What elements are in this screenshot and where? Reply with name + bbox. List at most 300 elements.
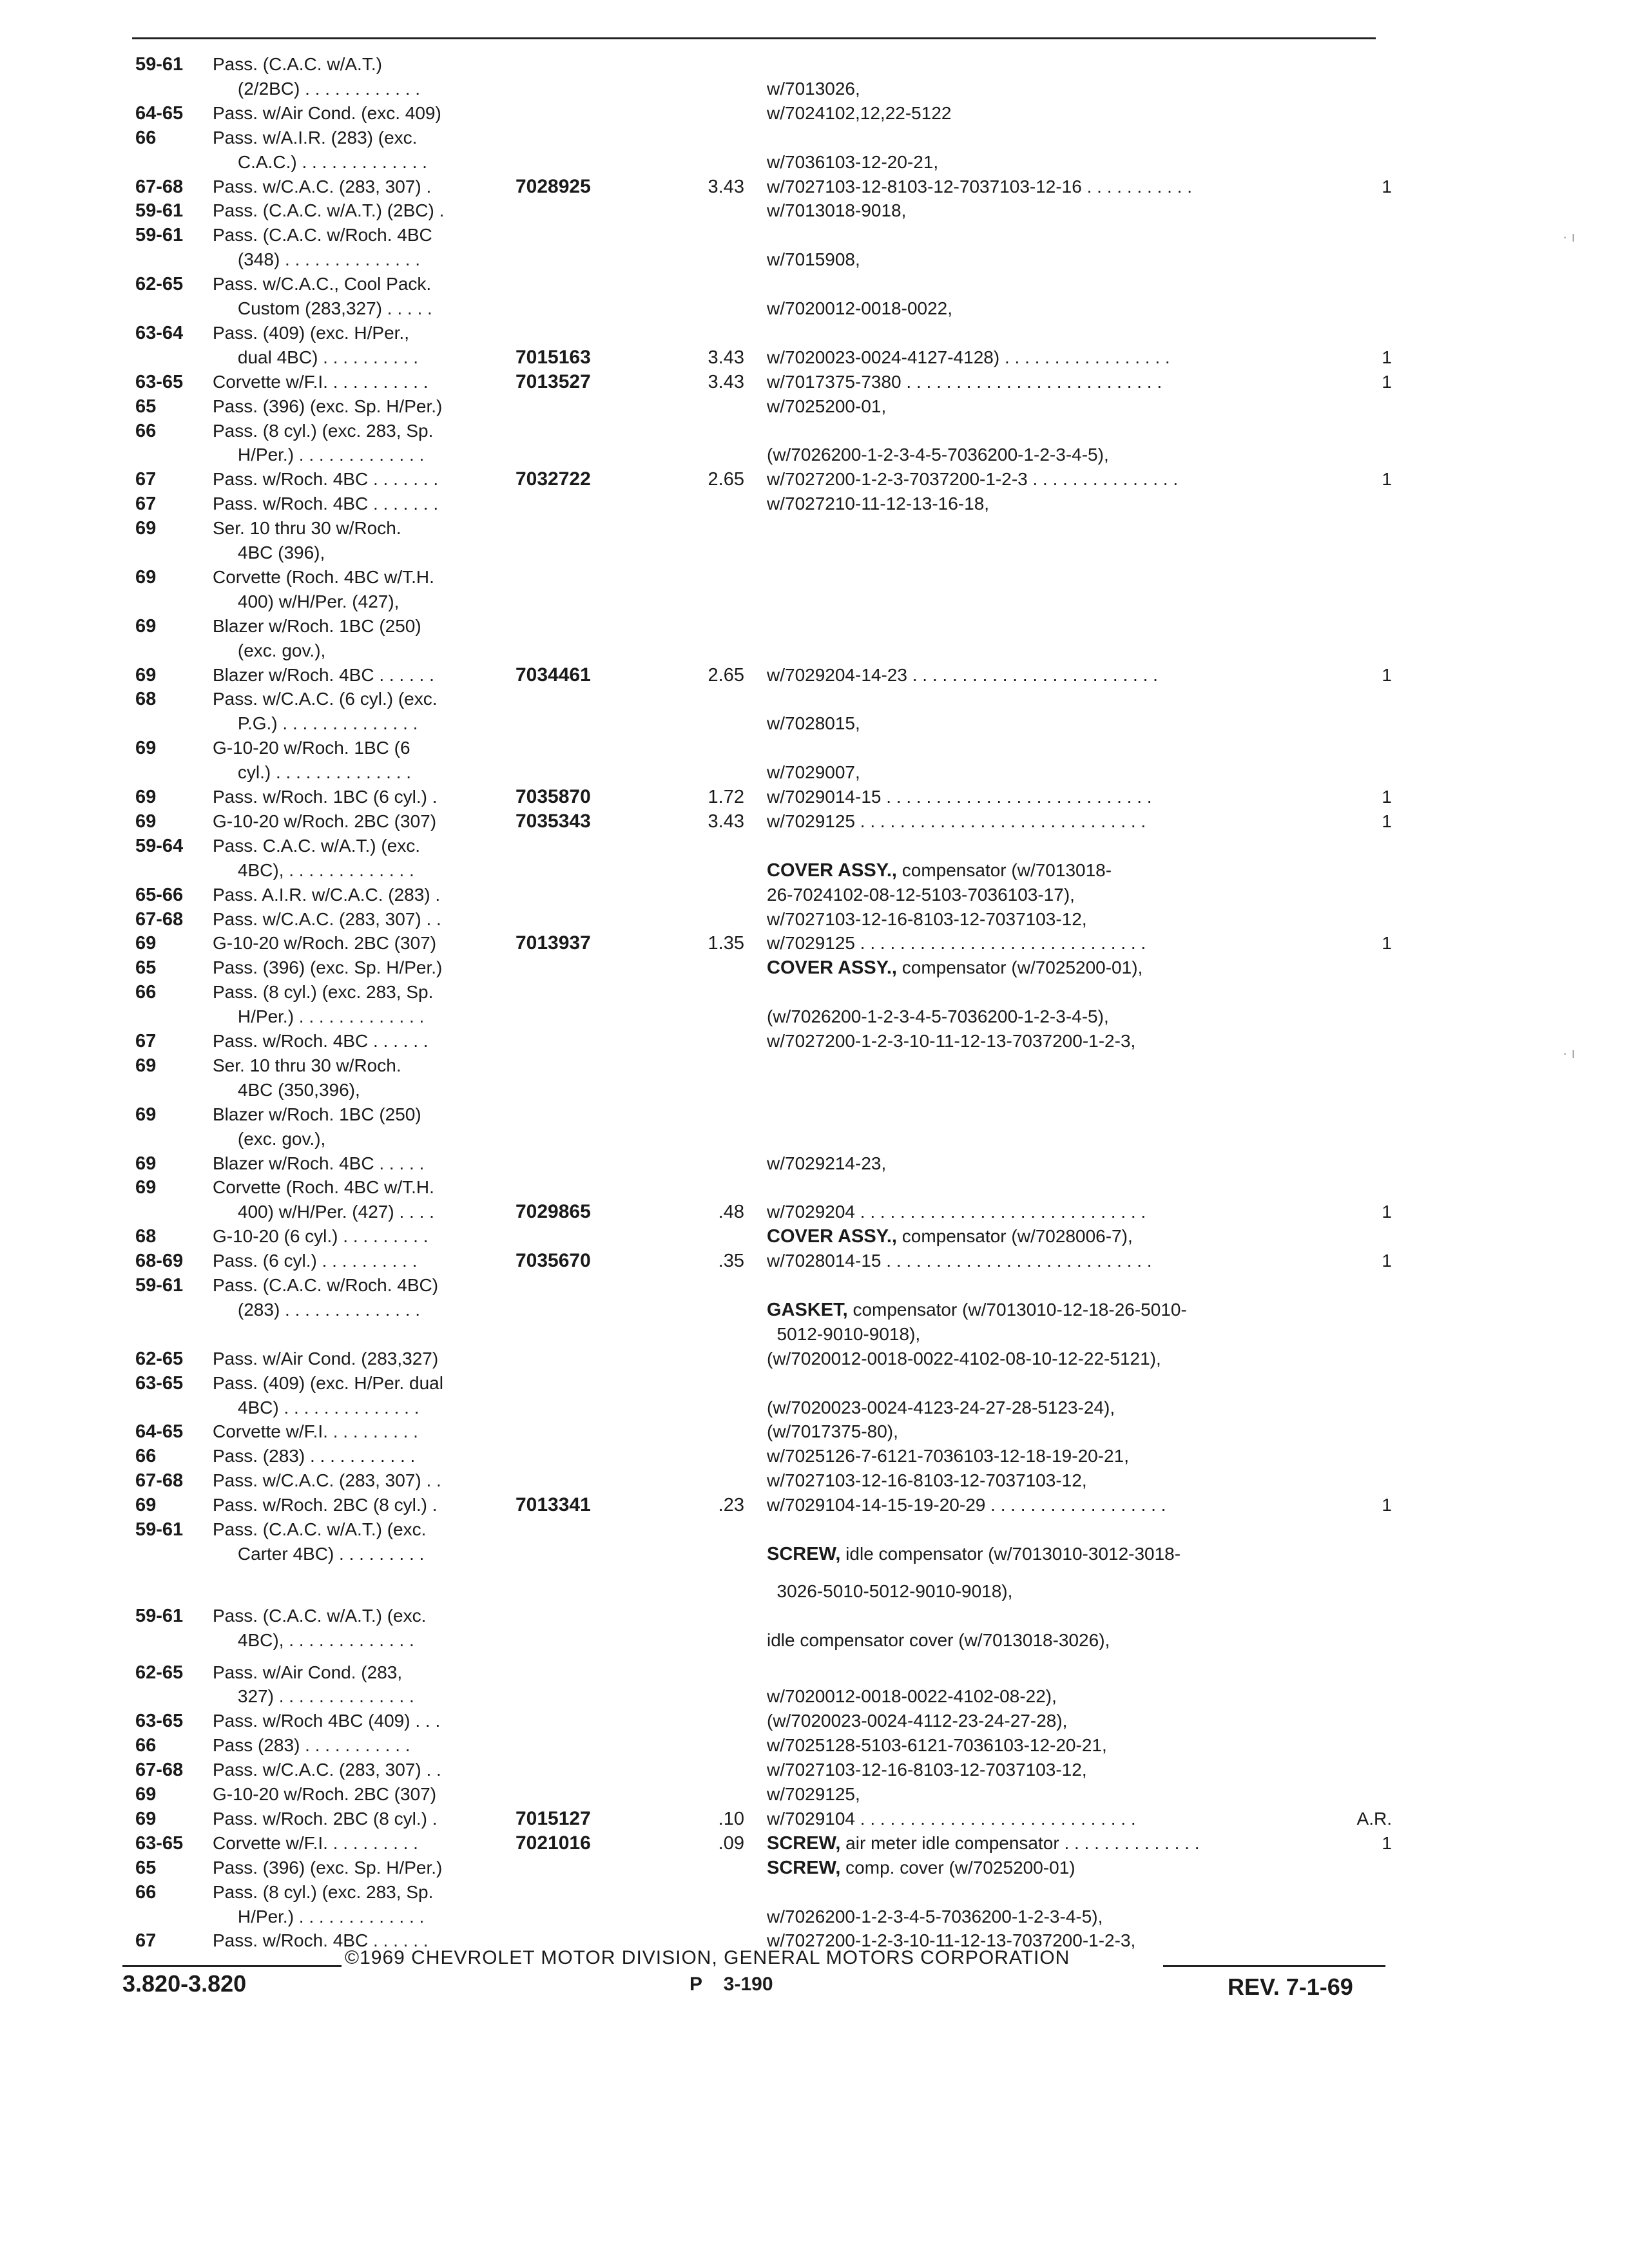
application: Custom (283,327) . . . . . [213, 298, 432, 318]
application: Pass. w/C.A.C. (283, 307) . [213, 176, 432, 197]
catalog-row [0, 346, 1629, 369]
application: Pass. (8 cyl.) (exc. 283, Sp. [213, 1881, 434, 1902]
application: Pass. (8 cyl.) (exc. 283, Sp. [213, 420, 434, 441]
description [767, 1225, 1133, 1248]
model-years: 67-68 [135, 1760, 184, 1781]
application: Pass. (283) . . . . . . . . . . . [213, 1446, 416, 1466]
quantity: 1 [1382, 347, 1392, 367]
description: w/7025126-7-6121-7036103-12-18-19-20-21, [767, 1446, 1129, 1466]
model-years: 63-65 [135, 1711, 184, 1732]
description: w/7029014-15 . . . . . . . . . . . . . . . . . . . . . . . . . . . [767, 787, 1152, 807]
model-years: 62-65 [135, 274, 184, 295]
catalog-row [0, 1905, 1629, 1928]
price: 3.43 [708, 371, 744, 392]
catalog-row [0, 566, 1629, 589]
model-years: 69 [135, 933, 157, 954]
application: G-10-20 (6 cyl.) . . . . . . . . . [213, 1226, 429, 1247]
description: w/7027210-11-12-13-16-18, [767, 494, 990, 514]
model-years: 64-65 [135, 102, 184, 124]
description: w/7027200-1-2-3-10-11-12-13-7037200-1-2-3, [767, 1031, 1136, 1051]
description-text: compensator (w/7025200-01), [896, 957, 1143, 978]
catalog-row [0, 859, 1629, 882]
application: Pass. w/Roch. 4BC . . . . . . [213, 1031, 429, 1051]
application: Pass. w/Air Cond. (283,327) [213, 1348, 439, 1369]
part-number: 7035343 [516, 810, 591, 832]
model-years: 62-65 [135, 1662, 184, 1683]
application: Ser. 10 thru 30 w/Roch. [213, 1055, 401, 1075]
model-years: 69 [135, 664, 157, 686]
catalog-row [0, 1200, 1629, 1224]
description: w/7029125, [767, 1784, 860, 1804]
application: 400) w/H/Per. (427), [213, 591, 400, 611]
description: idle compensator cover (w/7013018-3026), [767, 1629, 1110, 1650]
catalog-row [0, 1030, 1629, 1053]
catalog-row [0, 273, 1629, 296]
catalog-row [0, 810, 1629, 833]
price: 3.43 [708, 176, 744, 197]
application: Blazer w/Roch. 1BC (250) [213, 1104, 421, 1124]
catalog-row [0, 932, 1629, 955]
description-text: compensator (w/7013018- [896, 860, 1112, 880]
catalog-row [0, 1832, 1629, 1855]
revision-date: REV. 7-1-69 [1228, 1974, 1353, 2000]
part-number: 7029865 [516, 1201, 591, 1223]
application: Corvette w/F.I. . . . . . . . . . [213, 1832, 418, 1853]
catalog-row [0, 1734, 1629, 1757]
catalog-row [0, 541, 1629, 564]
description: 26-7024102-08-12-5103-7036103-17), [767, 884, 1075, 905]
application: Pass. (C.A.C. w/Roch. 4BC) [213, 1275, 439, 1295]
catalog-row [0, 1420, 1629, 1443]
model-years: 69 [135, 1104, 157, 1125]
description-text: compensator (w/7013010-12-18-26-5010- [847, 1299, 1187, 1320]
application: H/Per.) . . . . . . . . . . . . . [213, 445, 425, 465]
footer-rule-right [1163, 1965, 1385, 1967]
catalog-row [0, 151, 1629, 174]
application: Pass. (C.A.C. w/A.T.) [213, 54, 382, 74]
model-years: 69 [135, 1784, 157, 1805]
margin-mark: · ı [1563, 229, 1576, 245]
model-years: 65 [135, 957, 157, 979]
catalog-row [0, 1128, 1629, 1151]
application: Pass. w/A.I.R. (283) (exc. [213, 127, 418, 148]
catalog-row [0, 1103, 1629, 1126]
application: Pass. (409) (exc. H/Per., [213, 322, 409, 343]
price: 3.43 [708, 347, 744, 368]
catalog-row [0, 126, 1629, 149]
section-code: 3.820-3.820 [122, 1970, 247, 1997]
description: w/7025200-01, [767, 396, 887, 416]
model-years: 66 [135, 420, 157, 441]
catalog-row [0, 1298, 1629, 1321]
catalog-row [0, 687, 1629, 711]
catalog-row [0, 1079, 1629, 1102]
price: 3.43 [708, 811, 744, 832]
application: Pass. w/Roch. 2BC (8 cyl.) . [213, 1495, 438, 1515]
model-years: 69 [135, 1177, 157, 1198]
application: Pass. w/Air Cond. (283, [213, 1662, 403, 1682]
description: w/7013026, [767, 78, 860, 99]
catalog-row [0, 1604, 1629, 1628]
model-years: 66 [135, 1881, 157, 1903]
description-text: comp. cover (w/7025200-01) [840, 1857, 1075, 1878]
catalog-row [0, 664, 1629, 687]
catalog-row [0, 1396, 1629, 1419]
quantity: 1 [1382, 469, 1392, 490]
application: G-10-20 w/Roch. 1BC (6 [213, 738, 410, 758]
quantity: 1 [1382, 811, 1392, 831]
catalog-row [0, 1494, 1629, 1517]
catalog-row [0, 834, 1629, 858]
footer-rule-left [122, 1965, 342, 1967]
model-years: 67-68 [135, 908, 184, 930]
application: Pass. w/Air Cond. (exc. 409) [213, 102, 441, 123]
description [767, 1298, 1187, 1321]
description: (w/7026200-1-2-3-4-5-7036200-1-2-3-4-5), [767, 445, 1109, 465]
model-years: 69 [135, 787, 157, 807]
description [767, 956, 1142, 979]
description: w/7029214-23, [767, 1153, 887, 1173]
catalog-row [0, 224, 1629, 247]
copyright-notice: ©1969 CHEVROLET MOTOR DIVISION, GENERAL MOTORS CORPORATION [345, 1947, 1070, 1968]
part-number: 7034461 [516, 664, 591, 686]
quantity: A.R. [1356, 1808, 1392, 1829]
catalog-row [0, 419, 1629, 443]
description: w/7027103-12-16-8103-12-7037103-12, [767, 1470, 1087, 1491]
catalog-row [0, 199, 1629, 222]
description [767, 859, 1112, 882]
application: Pass. (396) (exc. Sp. H/Per.) [213, 957, 443, 978]
catalog-row [0, 1661, 1629, 1684]
quantity: 1 [1382, 933, 1392, 954]
model-years: 69 [135, 1808, 157, 1829]
catalog-row [0, 1807, 1629, 1831]
application: 4BC (396), [213, 543, 325, 562]
description: w/7029125 . . . . . . . . . . . . . . . . . . . . . . . . . . . . . [767, 811, 1146, 831]
catalog-row [0, 395, 1629, 418]
part-number: 7013341 [516, 1494, 591, 1516]
application: Pass. w/C.A.C. (283, 307) . . [213, 1760, 441, 1780]
application: (2/2BC) . . . . . . . . . . . . [213, 78, 421, 99]
catalog-row [0, 1323, 1629, 1346]
application: Pass. (396) (exc. Sp. H/Per.) [213, 396, 443, 416]
catalog-row [0, 1542, 1629, 1566]
description: w/7029104 . . . . . . . . . . . . . . . . . . . . . . . . . . . . [767, 1808, 1136, 1829]
catalog-row [0, 615, 1629, 638]
application: Carter 4BC) . . . . . . . . . [213, 1543, 425, 1564]
price: 2.65 [708, 469, 744, 490]
quantity: 1 [1382, 1251, 1392, 1271]
description: w/7025128-5103-6121-7036103-12-20-21, [767, 1735, 1107, 1756]
description: w/7027200-1-2-3-10-11-12-13-7037200-1-2-3, [767, 1930, 1136, 1951]
description: w/7028015, [767, 713, 860, 734]
catalog-row [0, 443, 1629, 466]
catalog-row [0, 175, 1629, 198]
quantity: 1 [1382, 176, 1392, 197]
description: w/7013018-9018, [767, 200, 907, 221]
part-number: 7028925 [516, 175, 591, 197]
description: w/7029007, [767, 762, 860, 783]
catalog-row [0, 1005, 1629, 1028]
catalog-row [0, 248, 1629, 271]
application: Blazer w/Roch. 4BC . . . . . . [213, 664, 434, 685]
application: (283) . . . . . . . . . . . . . . [213, 1299, 421, 1320]
price: .09 [718, 1832, 744, 1854]
application: G-10-20 w/Roch. 2BC (307) [213, 933, 437, 954]
model-years: 67 [135, 1031, 157, 1052]
application: Blazer w/Roch. 4BC . . . . . [213, 1153, 425, 1173]
part-number: 7015127 [516, 1807, 591, 1829]
description: w/7027103-12-16-8103-12-7037103-12, [767, 908, 1087, 929]
catalog-row [0, 908, 1629, 931]
model-years: 69 [135, 1153, 157, 1174]
description: w/7029104-14-15-19-20-29 . . . . . . . . . . . . . . . . . . [767, 1495, 1166, 1515]
application: Pass. w/C.A.C. (283, 307) . . [213, 1470, 441, 1491]
catalog-row [0, 1518, 1629, 1541]
application: Pass. w/Roch. 2BC (8 cyl.) . [213, 1808, 438, 1829]
model-years: 59-61 [135, 54, 184, 75]
quantity: 1 [1382, 787, 1392, 807]
price: .10 [718, 1808, 744, 1829]
quantity: 1 [1382, 1202, 1392, 1222]
description: w/7029204 . . . . . . . . . . . . . . . . . . . . . . . . . . . . . [767, 1202, 1146, 1222]
application: 4BC (350,396), [213, 1079, 360, 1100]
catalog-row [0, 492, 1629, 515]
catalog-row [0, 1372, 1629, 1395]
catalog-row [0, 1709, 1629, 1733]
application: C.A.C.) . . . . . . . . . . . . . [213, 151, 427, 172]
page-number: P 3-190 [689, 1974, 773, 1995]
description: (w/7026200-1-2-3-4-5-7036200-1-2-3-4-5), [767, 1006, 1109, 1027]
description: w/7027103-12-8103-12-7037103-12-16 . . . . . . . . . . . [767, 176, 1192, 197]
application: Pass. (6 cyl.) . . . . . . . . . . [213, 1251, 418, 1271]
description-text: air meter idle compensator . . . . . . . . . . . . . . [840, 1832, 1200, 1853]
catalog-row [0, 981, 1629, 1004]
description: w/7027200-1-2-3-7037200-1-2-3 . . . . . . . . . . . . . . . [767, 469, 1179, 490]
part-number: 7032722 [516, 468, 591, 490]
model-years: 59-64 [135, 835, 184, 856]
description-text: idle compensator (w/7013010-3012-3018- [840, 1543, 1181, 1564]
catalog-row [0, 1856, 1629, 1879]
quantity: 1 [1382, 1832, 1392, 1853]
catalog-row [0, 736, 1629, 760]
application: 327) . . . . . . . . . . . . . . [213, 1686, 414, 1707]
application: Pass. w/Roch. 1BC (6 cyl.) . [213, 787, 438, 807]
application: (348) . . . . . . . . . . . . . . [213, 249, 421, 270]
description-heading: GASKET, [767, 1299, 848, 1320]
price: .23 [718, 1495, 744, 1516]
quantity: 1 [1382, 371, 1392, 392]
application: cyl.) . . . . . . . . . . . . . . [213, 762, 412, 783]
catalog-row [0, 1445, 1629, 1468]
model-years: 59-61 [135, 1605, 184, 1626]
application: 400) w/H/Per. (427) . . . . [213, 1202, 434, 1222]
model-years: 69 [135, 1055, 157, 1076]
catalog-row [0, 322, 1629, 345]
application: Pass. (396) (exc. Sp. H/Per.) [213, 1857, 443, 1878]
description: w/7017375-7380 . . . . . . . . . . . . . . . . . . . . . . . . . . [767, 371, 1162, 392]
catalog-row [0, 1881, 1629, 1904]
catalog-row [0, 1152, 1629, 1175]
description-heading: SCREW, [767, 1857, 841, 1878]
price: 2.65 [708, 664, 744, 686]
application: H/Per.) . . . . . . . . . . . . . [213, 1006, 425, 1027]
part-number: 7035670 [516, 1250, 591, 1272]
description: (w/7020012-0018-0022-4102-08-10-12-22-5121), [767, 1348, 1161, 1369]
application: Pass. (409) (exc. H/Per. dual [213, 1372, 443, 1393]
model-years: 67 [135, 494, 157, 515]
model-years: 63-65 [135, 371, 184, 392]
application: P.G.) . . . . . . . . . . . . . . [213, 713, 418, 734]
description [767, 1542, 1181, 1566]
application: 4BC), . . . . . . . . . . . . . [213, 1629, 414, 1650]
application: Pass. (8 cyl.) (exc. 283, Sp. [213, 982, 434, 1003]
application: 4BC), . . . . . . . . . . . . . [213, 860, 414, 880]
catalog-row [0, 77, 1629, 101]
description: (w/7017375-80), [767, 1421, 898, 1442]
model-years: 69 [135, 518, 157, 539]
description: w/7020023-0024-4127-4128) . . . . . . . . . . . . . . . . . [767, 347, 1170, 367]
quantity: 1 [1382, 664, 1392, 685]
model-years: 62-65 [135, 1348, 184, 1369]
catalog-row [0, 53, 1629, 76]
description: 5012-9010-9018), [767, 1323, 921, 1344]
application: Corvette (Roch. 4BC w/T.H. [213, 1177, 434, 1198]
model-years: 66 [135, 1735, 157, 1756]
catalog-row [0, 1758, 1629, 1782]
application: (exc. gov.), [213, 1128, 326, 1149]
model-years: 65 [135, 396, 157, 417]
catalog-row [0, 590, 1629, 613]
application: G-10-20 w/Roch. 2BC (307) [213, 1784, 437, 1804]
description-heading: COVER ASSY., [767, 860, 897, 881]
catalog-row [0, 370, 1629, 394]
description [767, 1832, 1199, 1855]
model-years: 63-65 [135, 1832, 184, 1854]
catalog-row [0, 1176, 1629, 1199]
catalog-row [0, 1629, 1629, 1652]
model-years: 63-64 [135, 322, 184, 343]
catalog-row [0, 297, 1629, 320]
application: G-10-20 w/Roch. 2BC (307) [213, 811, 437, 831]
description: w/7024102,12,22-5122 [767, 102, 952, 123]
description-heading: SCREW, [767, 1543, 841, 1564]
part-number: 7015163 [516, 346, 591, 368]
application: Pass. (C.A.C. w/Roch. 4BC [213, 225, 432, 245]
price: .35 [718, 1251, 744, 1272]
description: w/7020012-0018-0022, [767, 298, 953, 318]
catalog-row [0, 712, 1629, 735]
catalog-row [0, 517, 1629, 540]
catalog-row [0, 956, 1629, 979]
catalog-row [0, 468, 1629, 491]
description: (w/7020023-0024-4123-24-27-28-5123-24), [767, 1397, 1115, 1418]
model-years: 65 [135, 1857, 157, 1878]
model-years: 67-68 [135, 176, 184, 197]
model-years: 59-61 [135, 200, 184, 222]
description: w/7026200-1-2-3-4-5-7036200-1-2-3-4-5), [767, 1906, 1103, 1927]
application: (exc. gov.), [213, 640, 326, 660]
application: Pass. w/C.A.C. (6 cyl.) (exc. [213, 689, 438, 709]
catalog-row [0, 1783, 1629, 1806]
part-number: 7013527 [516, 370, 591, 392]
application: Pass. w/C.A.C. (283, 307) . . [213, 908, 441, 929]
description: w/7036103-12-20-21, [767, 151, 939, 172]
model-years: 67 [135, 1930, 157, 1952]
catalog-row [0, 1225, 1629, 1248]
description: w/7015908, [767, 249, 860, 270]
catalog-row [0, 639, 1629, 662]
catalog-row [0, 1580, 1629, 1603]
model-years: 67 [135, 469, 157, 490]
model-years: 59-61 [135, 1275, 184, 1296]
model-years: 68-69 [135, 1251, 184, 1272]
catalog-row [0, 1347, 1629, 1370]
catalog-row [0, 883, 1629, 907]
part-number: 7035870 [516, 786, 591, 807]
application: Pass. w/Roch. 4BC . . . . . . . [213, 469, 439, 490]
application: Corvette w/F.I. . . . . . . . . . [213, 1421, 418, 1442]
application: Ser. 10 thru 30 w/Roch. [213, 518, 401, 539]
application: Pass. A.I.R. w/C.A.C. (283) . [213, 884, 441, 905]
price: 1.72 [708, 787, 744, 807]
description: w/7029204-14-23 . . . . . . . . . . . . . . . . . . . . . . . . . [767, 664, 1158, 685]
part-number: 7021016 [516, 1832, 591, 1854]
description-heading: COVER ASSY., [767, 1226, 897, 1247]
quantity: 1 [1382, 1495, 1392, 1515]
model-years: 64-65 [135, 1421, 184, 1443]
model-years: 59-61 [135, 1519, 184, 1540]
application: Corvette (Roch. 4BC w/T.H. [213, 566, 434, 587]
description: w/7029125 . . . . . . . . . . . . . . . . . . . . . . . . . . . . . [767, 933, 1146, 954]
application: Pass. w/Roch. 4BC . . . . . . . [213, 494, 439, 514]
model-years: 68 [135, 1226, 157, 1247]
application: 4BC) . . . . . . . . . . . . . . [213, 1397, 419, 1418]
description: w/7027103-12-16-8103-12-7037103-12, [767, 1760, 1087, 1780]
model-years: 69 [135, 811, 157, 832]
catalog-row [0, 1249, 1629, 1273]
description: (w/7020023-0024-4112-23-24-27-28), [767, 1711, 1068, 1731]
application: Pass (283) . . . . . . . . . . . [213, 1735, 410, 1756]
price: .48 [718, 1202, 744, 1223]
model-years: 59-61 [135, 225, 184, 246]
application: Pass. (C.A.C. w/A.T.) (2BC) . [213, 200, 445, 221]
description-heading: SCREW, [767, 1832, 841, 1854]
catalog-row [0, 761, 1629, 784]
model-years: 66 [135, 127, 157, 148]
description: w/7020012-0018-0022-4102-08-22), [767, 1686, 1057, 1707]
model-years: 67-68 [135, 1470, 184, 1492]
application: Pass. w/C.A.C., Cool Pack. [213, 274, 432, 294]
application: Blazer w/Roch. 1BC (250) [213, 615, 421, 636]
description-text: compensator (w/7028006-7), [896, 1226, 1133, 1247]
application: Corvette w/F.I. . . . . . . . . . . [213, 371, 429, 392]
description [767, 1856, 1075, 1879]
application: Pass. (C.A.C. w/A.T.) (exc. [213, 1605, 427, 1626]
model-years: 69 [135, 566, 157, 588]
part-number: 7013937 [516, 932, 591, 954]
application: Pass. w/Roch. 4BC . . . . . . [213, 1930, 429, 1951]
model-years: 65-66 [135, 884, 184, 905]
catalog-row [0, 785, 1629, 809]
application: Pass. (C.A.C. w/A.T.) (exc. [213, 1519, 427, 1539]
price: 1.35 [708, 933, 744, 954]
model-years: 69 [135, 615, 157, 637]
model-years: 69 [135, 1495, 157, 1516]
catalog-row [0, 1274, 1629, 1297]
model-years: 66 [135, 982, 157, 1003]
model-years: 66 [135, 1446, 157, 1467]
